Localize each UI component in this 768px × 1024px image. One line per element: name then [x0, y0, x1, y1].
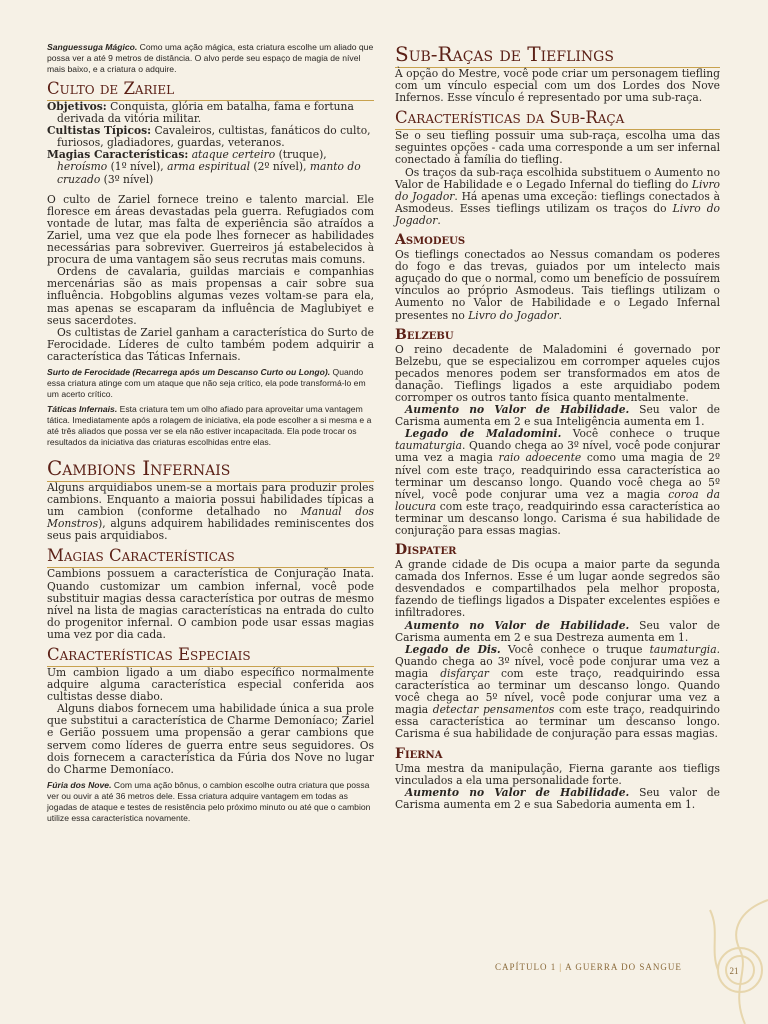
text: ), alguns adquirem habilidades reminiscentes dos seus pais arquidiabos. [47, 517, 374, 543]
magias-line [47, 149, 374, 185]
sanguessuga-trait [47, 42, 374, 75]
chapter-title: A GUERRA DO SANGUE [565, 962, 682, 972]
spell: arma espiritual [167, 160, 251, 174]
text: como uma magia de 2º nível com este traço, readquirindo essa característica ao terminar um descanso longo. Quando você chega ao 5º nível, você pode conjurar uma vez a magia [395, 451, 720, 501]
text: . Há apenas uma exceção: tieflings conectados à Asmodeus. Esses tieflings utilizam os traços do [395, 189, 720, 215]
paragraph: Ordens de cavalaria, guildas marciais e companhias mercenárias são as mais propensas a cair sobre sua influência. Hobgoblins algumas vezes voltam-se para ela, mas apenas se escaparam da influência de Maglubiyet e seus sacerdotes. [47, 265, 374, 327]
text: . Quando chega ao 3º nível, você pode conjurar uma vez a magia [395, 642, 721, 680]
page-corner-ornament [700, 890, 768, 1024]
paragraph [395, 404, 720, 428]
trait-text: Com uma ação bônus, o cambion escolhe outra criatura que possa ver ou ouvir a até 36 metros dele. Essa criatura adquire vantagem em todas as jogadas de ataque e testes de resistência pelo próximo minuto ou até que o cambion utilize essa característica novamente. [47, 779, 371, 823]
spell: ataque certeiro [191, 148, 276, 162]
paragraph: Uma mestra da manipulação, Fierna garante aos tiefligs vinculados a ela uma personalidade forte. [395, 761, 720, 787]
book-title: Livro do Jogador [395, 177, 720, 203]
text: . [437, 213, 441, 227]
label: Aumento no Valor de Habilidade. [405, 618, 630, 632]
text: Os traços da sub-raça escolhida substituem o Aumento no Valor de Habilidade e o Legado Infernal do tiefling do [395, 165, 720, 191]
spell: detectar pensamentos [432, 703, 555, 717]
text: Você conhece o truque [561, 427, 720, 441]
paragraph [395, 644, 720, 741]
surto-trait [47, 367, 374, 400]
dispater-heading: Dispater [395, 542, 457, 559]
paragraph [395, 167, 720, 227]
spell: coroa da loucura [395, 487, 720, 513]
paragraph [47, 482, 374, 542]
text: (1º nível), [107, 160, 168, 174]
left-column [47, 42, 374, 824]
furia-trait [47, 780, 374, 824]
label: Magias Características: [47, 148, 189, 162]
paragraph: O reino decadente de Maladomini é governado por Belzebu, que se especializou em corromper aqueles cujos pecados menores podem ser transformados em atos de danação. Tieflings ligados a este arquidiabo podem corromper os outros tanto física quanto mentalmente. [395, 342, 720, 404]
magias-caracteristicas-heading: Magias Características [47, 546, 374, 568]
trait-text: Esta criatura tem um olho afiado para aproveitar uma vantagem tática. Imediatamente após a rolagem de iniciativa, ela pode escolher a si mesma e a até três aliados que possa ver se ela não estiver incapacitada. Ela pode trocar os resultados da iniciativa das criaturas escolhidas entre elas. [47, 403, 372, 447]
spell: raio adoecente [498, 451, 582, 465]
culto-zariel-heading: Culto de Zariel [47, 79, 374, 101]
text: Seu valor de Carisma aumenta em 2 e sua Sabedoria aumenta em 1. [395, 785, 720, 811]
caracteristicas-subraca-heading: Características da Sub-Raça [395, 108, 720, 130]
text: Cavaleiros, cultistas, fanáticos do culto, furiosos, gladiadores, guardas, veteranos. [57, 124, 371, 150]
belzebu-heading: Belzebu [395, 326, 454, 343]
trait-text: Quando essa criatura atinge com um ataque que não seja crítico, ela pode transformá-lo em um acerto crítico. [47, 366, 366, 399]
text: Você conhece o truque [500, 642, 650, 656]
trait-name: Táticas Infernais. [47, 403, 118, 414]
label: Legado de Maladomini. [405, 427, 562, 441]
book-title: Livro do Jogador [395, 201, 720, 227]
fierna-heading: Fierna [395, 745, 443, 762]
right-column [395, 42, 720, 811]
paragraph [395, 249, 720, 322]
caracteristicas-especiais-heading: Características Especiais [47, 645, 374, 667]
objetivos-line [47, 101, 374, 125]
text: . [558, 308, 563, 322]
page-number: 21 [729, 966, 739, 976]
paragraph: A grande cidade de Dis ocupa a maior parte da segunda camada dos Infernos. Esse é um lugar aonde segredos são desvendados e compartilhados pela melhor proposta, fazendo de tieflings ligados a Dispater excelentes espiões e infiltradores. [395, 558, 720, 620]
text: Alguns arquidiabos unem-se a mortais para produzir proles cambions. Enquanto a maioria possui habilidades típicas a um cambion (conforme detalhado no [47, 480, 374, 519]
label: Cultistas Típicos: [47, 124, 152, 138]
paragraph: Os cultistas de Zariel ganham a característica do Surto de Ferocidade. Líderes de culto também podem adquirir a característica das Táticas Infernais. [47, 325, 374, 363]
paragraph [395, 787, 720, 811]
paragraph [395, 620, 720, 644]
text: com este traço, readquirindo essa característica ao terminar um descanso longo. Carisma é sua habilidade de conjuração para essas magias. [395, 499, 720, 537]
label: Legado de Dis. [405, 642, 501, 656]
trait-name: Surto de Ferocidade (Recarrega após um Descanso Curto ou Longo). [47, 366, 331, 377]
text: com este traço, readquirindo essa característica ao terminar um descanso longo. Carisma é sua habilidade de conjuração para essas magias. [395, 703, 720, 741]
paragraph [395, 428, 720, 537]
label: Objetivos: [47, 100, 107, 113]
text: (3º nível) [100, 172, 154, 186]
text: com este traço, readquirindo essa característica ao terminar um descanso longo. Quando você chega ao 5º nível, você pode conjurar uma vez a magia [395, 666, 720, 717]
page-footer [495, 962, 705, 972]
spell: taumaturgia [649, 642, 717, 656]
cultistas-line [47, 125, 374, 149]
label: Aumento no Valor de Habilidade. [405, 785, 630, 799]
paragraph: O culto de Zariel fornece treino e talento marcial. Ele floresce em áreas devastadas pela guerra. Refugiados com vontade de lutar, mas falta de experiência são atraídos a Zariel, uma vez que ela pode lhes fornecer as habilidades necessárias para sobreviver. Guerreiros já estabelecidos à procura de uma vantagem são seus recrutas mais comuns. [47, 192, 374, 267]
footer-separator: | [559, 962, 563, 972]
subracas-heading: Sub-Raças de Tieflings [395, 42, 720, 68]
taticas-trait [47, 404, 374, 448]
text: (truque), [275, 148, 327, 162]
trait-name: Sanguessuga Mágico. [47, 42, 138, 52]
paragraph: Se o seu tiefling possuir uma sub-raça, escolha uma das seguintes opções - cada uma corresponde a um ser infernal conectado à família do tiefling. [395, 129, 720, 167]
paragraph: Alguns diabos fornecem uma habilidade única a sua prole que substitui a característica de Charme Demoníaco; Zariel e Gerião possuem uma propensão a gerar cambions que servem como líderes de guerra entre seus seguidores. Os dois fornecem a característica da Fúria dos Nove no lugar do Charme Demoníaco. [47, 702, 374, 776]
text: . Quando chega ao 3º nível, você pode conjurar uma vez a magia [395, 439, 720, 465]
cambions-heading: Cambions Infernais [47, 456, 374, 482]
spell: heroísmo [57, 160, 108, 174]
text: (2º nível), [250, 160, 310, 174]
asmodeus-heading: Asmodeus [395, 232, 466, 249]
text: Conquista, glória em batalha, fama e fortuna derivada da vitória militar. [57, 100, 354, 126]
paragraph: À opção do Mestre, você pode criar um personagem tiefling com um vínculo especial com um dos Lordes dos Nove Infernos. Esse vínculo é representado por uma sub-raça. [395, 67, 720, 105]
spell: taumaturgia [395, 439, 462, 453]
text: Seu valor de Carisma aumenta em 2 e sua Inteligência aumenta em 1. [395, 403, 720, 429]
text: Os tieflings conectados ao Nessus comandam os poderes do fogo e das trevas, guiados por um intelecto mais aguçado do que o normal, como um benefício de possuírem vínculos ao próprio Asmodeus. Tais tieflings utilizam o Aumento no Valor de Habilidade e o Legado Infernal presentes no [395, 248, 720, 322]
trait-name: Fúria dos Nove. [47, 779, 112, 790]
paragraph: Um cambion ligado a um diabo específico normalmente adquire alguma característica especial conferida aos cultistas desse diabo. [47, 666, 374, 704]
label: Aumento no Valor de Habilidade. [405, 403, 630, 417]
spell: manto do cruzado [57, 160, 361, 186]
spell: disfarçar [440, 666, 489, 680]
trait-text: Como uma ação mágica, esta criatura escolhe um aliado que possa ver a até 9 metros de distância. O alvo perde seu espaço de magia de nível mais baixo, e a criatura o adquire. [47, 42, 374, 74]
chapter-label: CAPÍTULO 1 [495, 962, 557, 972]
paragraph: Cambions possuem a característica de Conjuração Inata. Quando customizar um cambion infernal, você pode substituir magias dessa característica por outras de mesmo nível na lista de magias características na entrada do culto do progenitor infernal. O cambion pode usar essas magias uma vez por dia cada. [47, 567, 374, 641]
book-title: Manual dos Monstros [47, 505, 375, 531]
text: Seu valor de Carisma aumenta em 2 e sua Destreza aumenta em 1. [395, 618, 720, 644]
book-title: Livro do Jogador [468, 308, 559, 322]
